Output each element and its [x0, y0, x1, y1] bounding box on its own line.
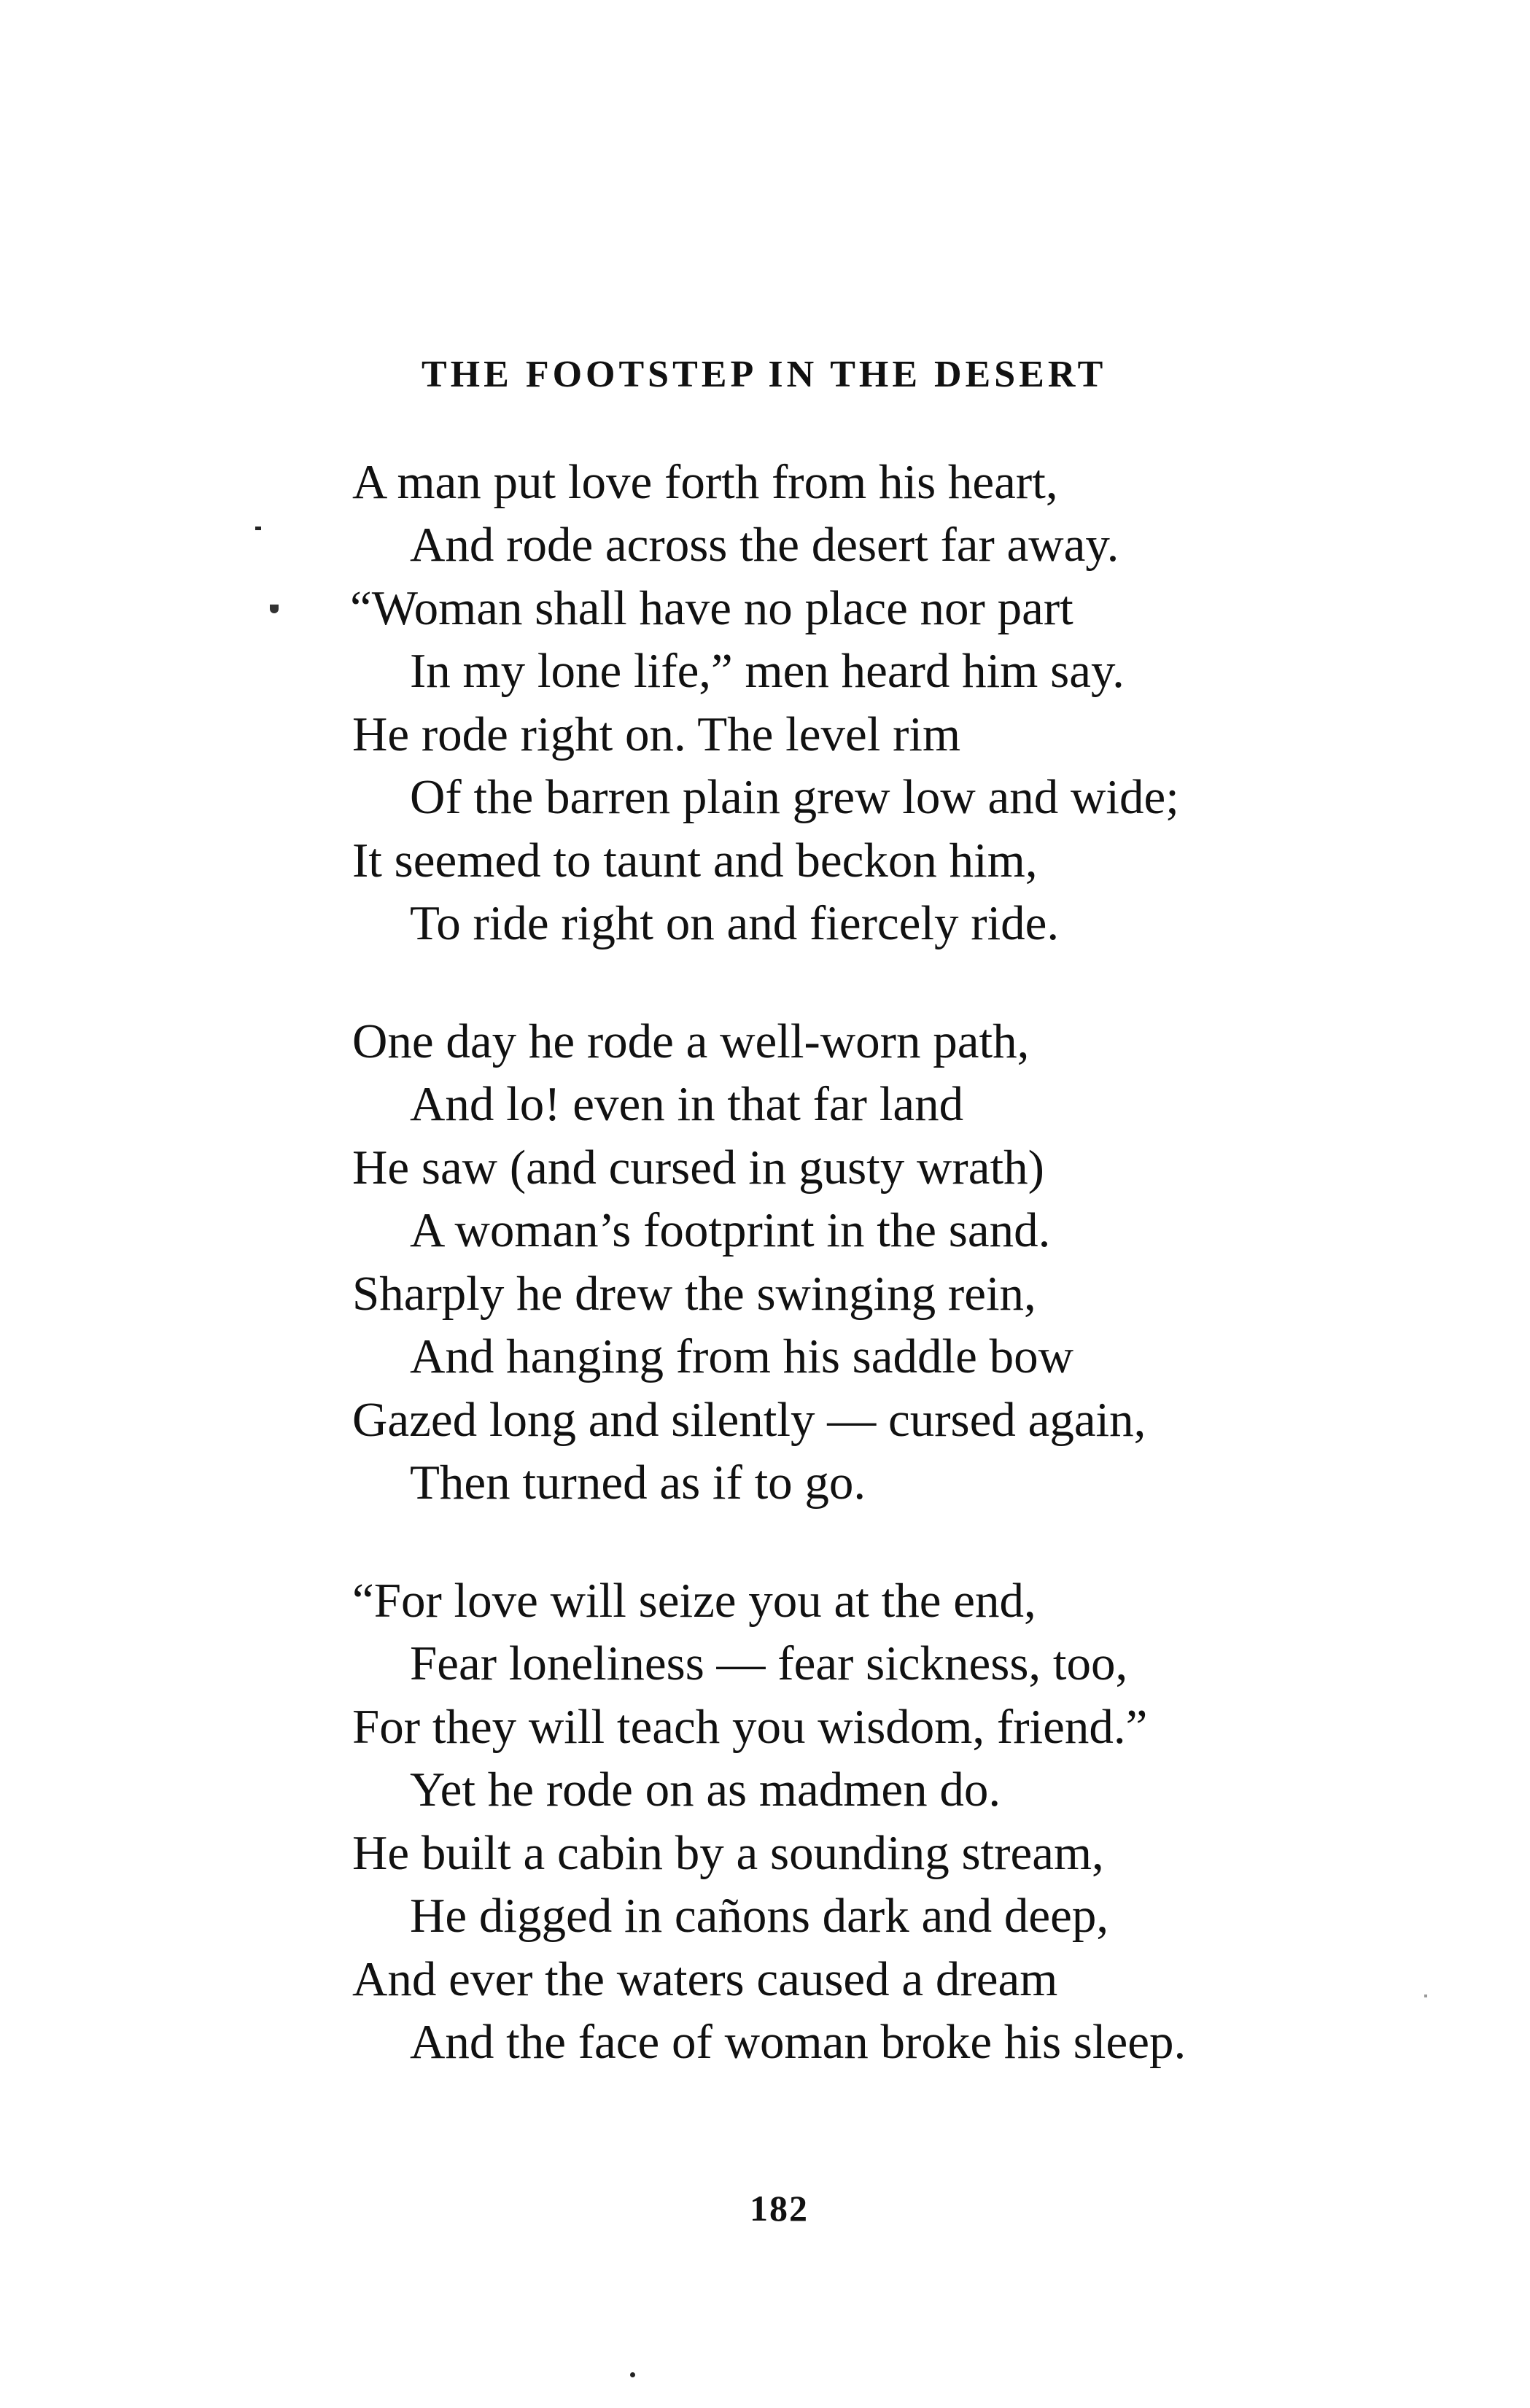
- margin-mark: [255, 527, 261, 530]
- poem-line: For they will teach you wisdom, friend.”: [352, 1700, 1148, 1754]
- poem-line: Of the barren plain grew low and wide;: [410, 770, 1179, 824]
- poem-line: He rode right on. The level rim: [352, 707, 961, 761]
- poem-line: He saw (and cursed in gusty wrath): [352, 1141, 1044, 1195]
- poem-line: Then turned as if to go.: [410, 1456, 866, 1510]
- poem-line: It seemed to taunt and beckon him,: [352, 834, 1038, 888]
- margin-mark: [630, 2372, 635, 2377]
- poem-line: And rode across the desert far away.: [410, 518, 1119, 572]
- poem-line: And lo! even in that far land: [410, 1077, 964, 1131]
- poem-line: Sharply he drew the swinging rein,: [352, 1267, 1036, 1321]
- poem-line: “For love will seize you at the end,: [352, 1574, 1036, 1628]
- poem-line: Fear loneliness — fear sickness, too,: [410, 1636, 1128, 1690]
- poem-line: Gazed long and silently — cursed again,: [352, 1393, 1146, 1447]
- margin-mark: [270, 605, 279, 613]
- poem-line: Yet he rode on as madmen do.: [410, 1763, 1001, 1817]
- poem-line: A man put love forth from his heart,: [352, 455, 1058, 509]
- poem-line: To ride right on and fiercely ride.: [410, 896, 1060, 950]
- poem-line: He built a cabin by a sounding stream,: [352, 1826, 1104, 1880]
- poem-line: And ever the waters caused a dream: [352, 1952, 1058, 2006]
- poem-line: And hanging from his saddle bow: [410, 1329, 1073, 1383]
- poem-line: A woman’s footprint in the sand.: [410, 1203, 1051, 1257]
- running-title: THE FOOTSTEP IN THE DESERT: [422, 354, 1107, 395]
- poem-line: In my lone life,” men heard him say.: [410, 644, 1125, 698]
- poem-line: And the face of woman broke his sleep.: [410, 2015, 1187, 2069]
- poem-line: One day he rode a well-worn path,: [352, 1014, 1030, 1068]
- poem-line: He digged in cañons dark and deep,: [410, 1889, 1109, 1943]
- poem-line: “Woman shall have no place nor part: [350, 581, 1073, 635]
- margin-mark: [1424, 1995, 1427, 1997]
- page-number: 182: [750, 2188, 809, 2229]
